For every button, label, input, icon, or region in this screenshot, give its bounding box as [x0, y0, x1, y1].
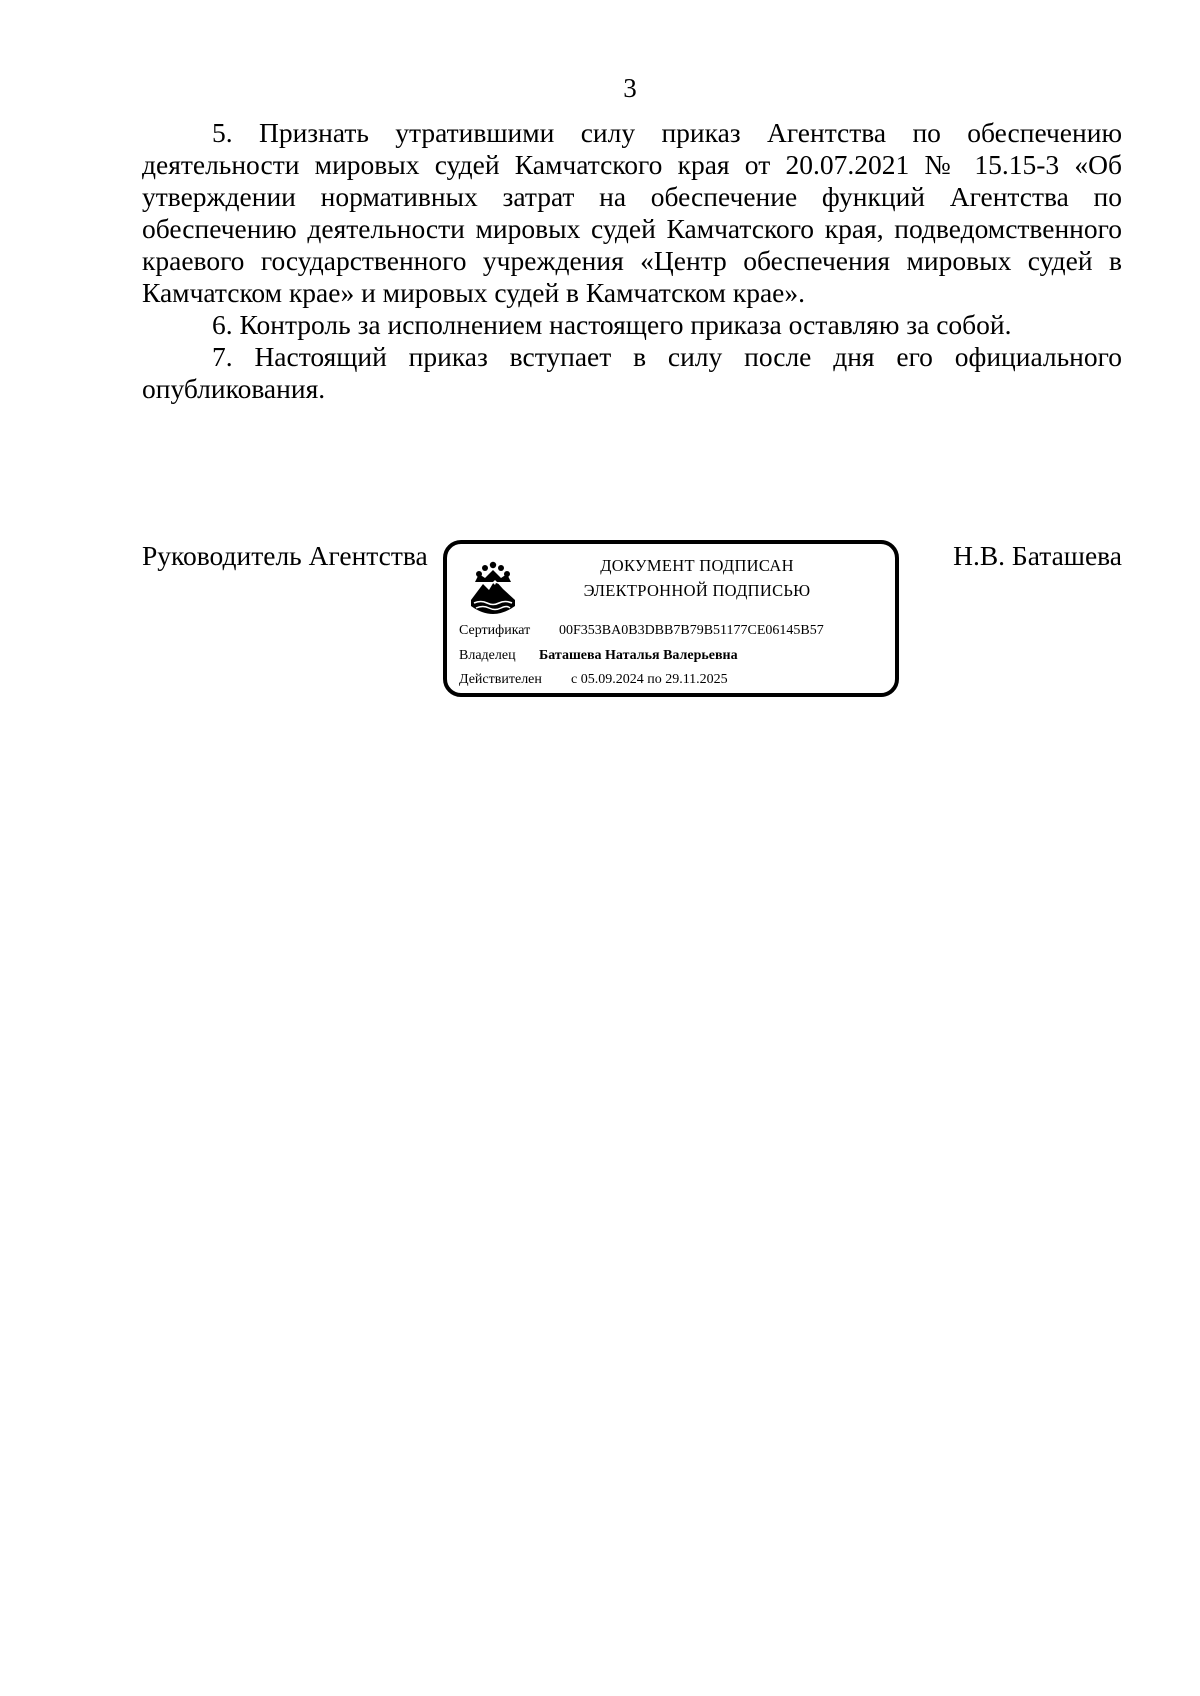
owner-label: Владелец — [459, 648, 516, 663]
signer-title: Руководитель Агентства — [142, 540, 428, 571]
validity-label: Действителен — [459, 672, 542, 687]
owner-value: Баташева Наталья Валерьевна — [539, 648, 738, 663]
validity-row — [459, 671, 728, 689]
stamp-title-line2: ЭЛЕКТРОННОЙ ПОДПИСЬЮ — [583, 581, 811, 600]
page-number: 3 — [623, 73, 637, 103]
certificate-row — [459, 622, 824, 640]
paragraph-6: 6. Контроль за исполнением настоящего приказа оставляю за собой. — [212, 309, 1012, 340]
document-body — [142, 117, 1122, 405]
certificate-label: Сертификат — [459, 623, 531, 638]
paragraph-7: 7. Настоящий приказ вступает в силу после дня его официального опубликования. — [142, 341, 1122, 404]
validity-value: с 05.09.2024 по 29.11.2025 — [571, 672, 728, 687]
kamchatka-coat-of-arms-icon — [465, 556, 521, 620]
certificate-value: 00F353BA0B3DBB7B79B51177CE06145B57 — [559, 623, 824, 638]
owner-row — [459, 647, 738, 665]
stamp-title-line1: ДОКУМЕНТ ПОДПИСАН — [600, 556, 794, 575]
signer-name: Н.В. Баташева — [953, 540, 1122, 571]
electronic-signature-stamp — [443, 540, 899, 697]
paragraph-5: 5. Признать утратившими силу приказ Агентства по обеспечению деятельности мировых судей Камчатского края от 20.07.2021 № 15.15-3 «Об утверждении нормативных затрат на обеспечение функций Агентства по обеспечению деятельности мировых судей Камчатского края, подведомственного краевого государственного учреждения «Центр обеспечения мировых судей в Камчатском крае» и мировых судей в Камчатском крае». — [142, 117, 1122, 308]
